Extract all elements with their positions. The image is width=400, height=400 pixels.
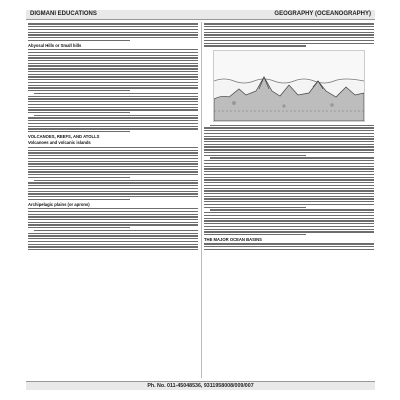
left-column <box>28 22 198 379</box>
right-column <box>204 22 374 379</box>
paragraph-seamounts <box>28 180 198 200</box>
heading-archipelagic-plains: Archipelagic plains (or aprons) <box>28 201 90 207</box>
ocean-floor-illustration <box>213 50 365 122</box>
ocean-floor-drawing <box>214 51 364 121</box>
page-header <box>26 10 375 20</box>
paragraph-volcanic-islands <box>28 147 198 178</box>
paragraph-atolls <box>204 209 374 235</box>
heading-volcanoes-reefs-atolls: VOLCANOES, REEFS, AND ATOLLS <box>28 133 100 139</box>
header-subject: GEOGRAPHY (OCEANOGRAPHY) <box>274 11 371 17</box>
paragraph-lava-flows <box>204 23 374 46</box>
column-divider <box>201 22 202 378</box>
paragraph-abyssal-plains <box>28 23 198 41</box>
paragraph-coral-reefs <box>204 157 374 208</box>
paragraph-abyssal-hills <box>28 49 198 91</box>
paragraph-archipelagic-plains <box>28 208 198 228</box>
paragraph-trenches <box>28 93 198 113</box>
paragraph-ocean-basins <box>204 243 374 250</box>
paragraph-guyots <box>204 125 374 156</box>
document-page <box>26 10 375 390</box>
paragraph-trench-sides <box>28 115 198 133</box>
heading-volcanic-islands: Volcanoes and volcanic islands <box>28 140 91 146</box>
heading-abyssal-hills: Abyssal Hills or Small hills <box>28 42 82 48</box>
paragraph-volcanic-eruption <box>28 230 198 250</box>
header-publisher: DIGMANI EDUCATIONS <box>30 11 97 17</box>
footer-phone-numbers: Ph. No. 011-45048536, 9311958008/009/007 <box>26 381 375 390</box>
heading-major-ocean-basins: THE MAJOR OCEAN BASINS <box>204 236 262 242</box>
